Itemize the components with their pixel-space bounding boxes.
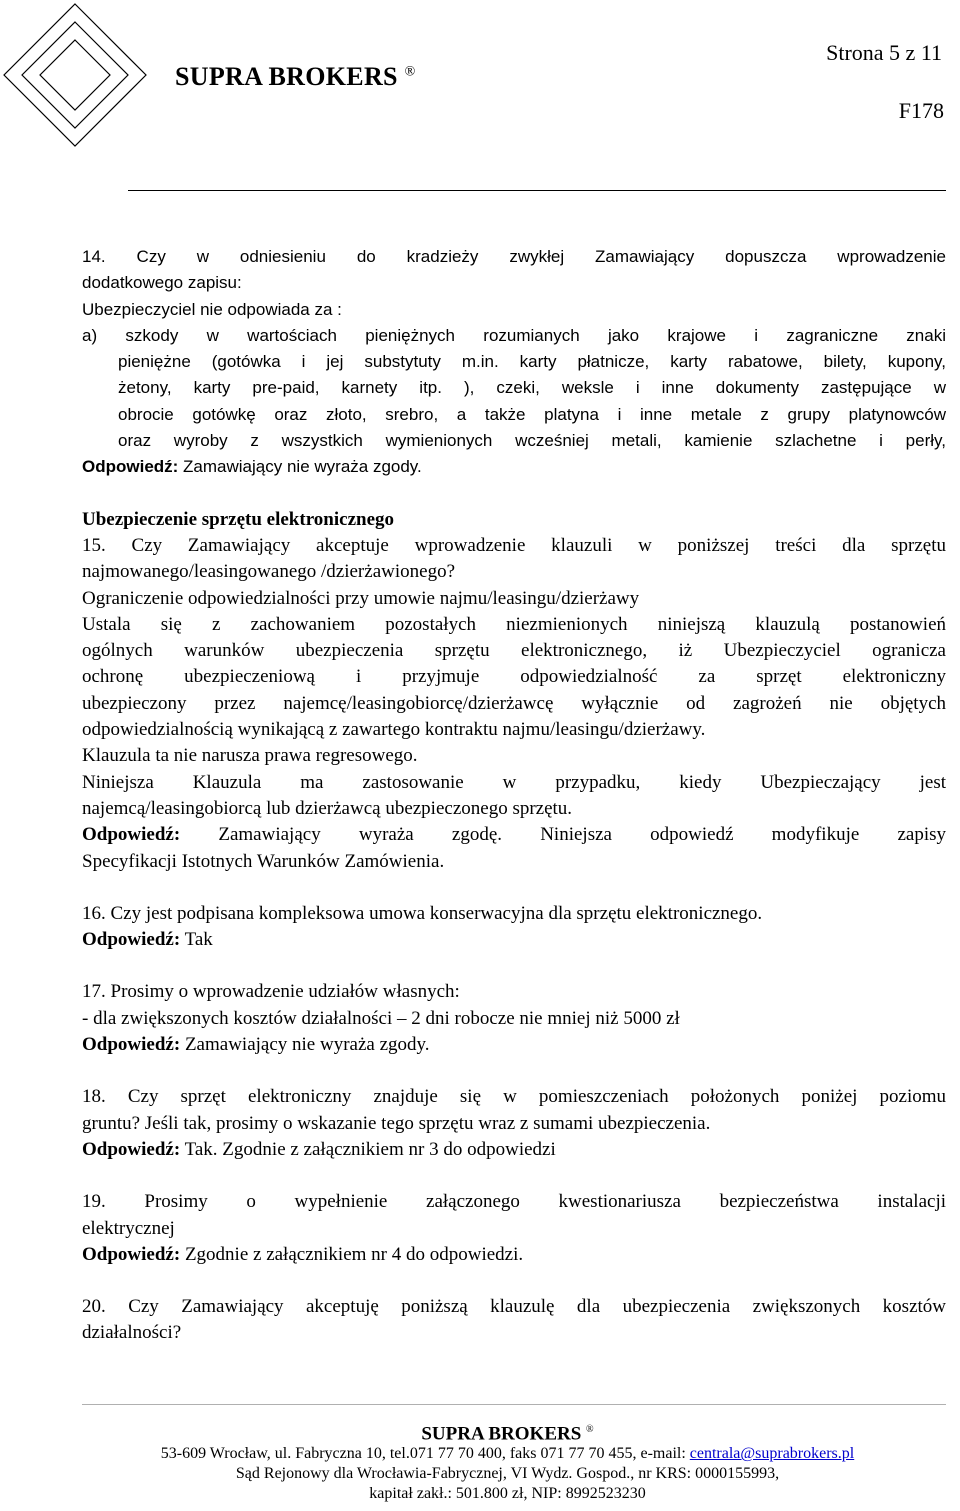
q14-line: a) szkody w wartościach pieniężnych rozumianych jako krajowe i zagraniczne znaki: [82, 325, 946, 345]
q15-line: 15. Czy Zamawiający akceptuje wprowadzenie klauzuli w poniższej treści dla sprzętu: [82, 534, 946, 556]
answer-label: Odpowiedź:: [82, 929, 181, 951]
clause-line: najemcą/leasingobiorcą lub dzierżawcą ubezpieczonego sprzętu.: [82, 797, 573, 819]
footer-capital: kapitał zakł.: 501.800 zł, NIP: 8992523230: [369, 1485, 646, 1503]
footer-brand: [0, 1420, 960, 1444]
answer-label: Odpowiedź:: [82, 1138, 181, 1160]
q17-answer: [82, 1032, 946, 1058]
q14-line: pieniężne (gotówka i jej substytuty m.in. karty płatnicze, karty rabatowe, bilety, kupony,: [118, 352, 946, 372]
q14-line: Ubezpieczyciel nie odpowiada za :: [82, 299, 342, 319]
q20-line: 20. Czy Zamawiający akceptuję poniższą klauzulę dla ubezpieczenia zwiększonych kosztów: [82, 1296, 946, 1318]
clause-title: Ograniczenie odpowiedzialności przy umowie najmu/leasingu/dzierżawy: [82, 587, 640, 609]
clause-line: Ustala się z zachowaniem pozostałych niezmienionych niniejszą klauzulą postanowień: [82, 613, 946, 635]
clause-line: odpowiedzialnością wynikającą z zawartego kontraktu najmu/leasingu/dzierżawy.: [82, 719, 706, 741]
question-17: [82, 979, 946, 1058]
q17-line: - dla zwiększonych kosztów działalności – 2 dni robocze nie mniej niż 5000 zł: [82, 1007, 680, 1029]
clause-line: ubezpieczony przez najemcę/leasingobiorcę/dzierżawcę wyłącznie od zagrożeń nie objętych: [82, 692, 946, 714]
q15-line: najmowanego/leasingowanego /dzierżawionego?: [82, 561, 455, 583]
q14-line: żetony, karty pre-paid, karnety itp. ), czeki, weksle i inne dokumenty zastępujące w: [118, 378, 946, 398]
q18-line: 18. Czy sprzęt elektroniczny znajduje się w pomieszczeniach położonych poniżej poziomu: [82, 1086, 946, 1108]
clause-line: ochronę ubezpieczeniową i przyjmuje odpowiedzialność za sprzęt elektroniczny: [82, 666, 946, 688]
question-20: [82, 1294, 946, 1347]
q18-line: gruntu? Jeśli tak, prosimy o wskazanie tego sprzętu wraz z sumami ubezpieczenia.: [82, 1112, 711, 1134]
answer-label: Odpowiedź:: [82, 1243, 181, 1265]
q19-line: 19. Prosimy o wypełnienie załączonego kwestionariusza bezpieczeństwa instalacji: [82, 1191, 946, 1213]
answer-label: Odpowiedź:: [82, 824, 181, 846]
q16-answer: [82, 927, 946, 953]
q16-line: 16. Czy jest podpisana kompleksowa umowa konserwacyjna dla sprzętu elektronicznego.: [82, 902, 763, 924]
question-15: [82, 533, 946, 875]
answer-text: Zamawiający nie wyraża zgody.: [178, 457, 422, 477]
question-18: [82, 1084, 946, 1163]
answer-label: Odpowiedź:: [82, 457, 179, 477]
answer-text: Tak: [180, 929, 213, 951]
question-19: [82, 1189, 946, 1268]
header-brand: [175, 62, 416, 92]
footer-address: [0, 1444, 960, 1464]
q14-line: oraz wyroby z wszystkich wymienionych wcześniej metali, kamienie szlachetne i perły,: [118, 431, 946, 451]
brand-name: SUPRA BROKERS: [175, 62, 398, 91]
q14-line: dodatkowego zapisu:: [82, 273, 242, 293]
answer-text: Zgodnie z załącznikiem nr 4 do odpowiedzi.: [180, 1243, 524, 1265]
page-number: Strona 5 z 11: [826, 40, 942, 65]
answer-text: Zamawiający nie wyraża zgody.: [180, 1034, 430, 1056]
footer-court: Sąd Rejonowy dla Wrocławia-Fabrycznej, VI Wydz. Gospod., nr KRS: 0000155993,: [235, 1465, 780, 1483]
footer-brand-name: SUPRA BROKERS: [421, 1423, 582, 1445]
section-title: Ubezpieczenie sprzętu elektronicznego: [82, 508, 395, 530]
q20-line: działalności?: [82, 1322, 182, 1344]
q14-line: obrocie gotówkę oraz złoto, srebro, a także platyna i inne metale z grupy platynowców: [118, 404, 946, 424]
document-code: F178: [898, 98, 944, 123]
answer-text: Tak. Zgodnie z załącznikiem nr 3 do odpowiedzi: [180, 1138, 556, 1160]
q14-answer: [82, 454, 946, 480]
footer-divider: [82, 1404, 946, 1405]
q17-line: 17. Prosimy o wprowadzenie udziałów własnych:: [82, 981, 460, 1003]
q19-answer: [82, 1242, 946, 1268]
answer-label: Odpowiedź:: [82, 1034, 181, 1056]
q14-line: 14. Czy w odniesieniu do kradzieży zwykłej Zamawiający dopuszcza wprowadzenie: [82, 247, 946, 266]
footer-registered-mark: ®: [586, 1424, 594, 1435]
answer-text: Zamawiający wyraża zgodę. Niniejsza odpowiedź modyfikuje zapisy: [180, 824, 946, 846]
clause-line: Niniejsza Klauzula ma zastosowanie w przypadku, kiedy Ubezpieczający jest: [82, 771, 946, 793]
q15-answer-cont: Specyfikacji Istotnych Warunków Zamówienia.: [82, 850, 445, 872]
q19-line: elektrycznej: [82, 1217, 175, 1239]
footer-email-link[interactable]: centrala@suprabrokers.pl: [689, 1445, 855, 1463]
question-16: [82, 901, 946, 954]
company-logo-icon: [0, 0, 150, 150]
footer-address-text: 53-609 Wrocław, ul. Fabryczna 10, tel.071 77 70 400, faks 071 77 70 455, e-mail:: [160, 1445, 690, 1463]
q15-answer: [82, 822, 946, 848]
registered-mark: ®: [404, 64, 416, 80]
header-divider: [128, 190, 946, 191]
q18-answer: [82, 1137, 946, 1163]
clause-line: ogólnych warunków ubezpieczenia sprzętu elektronicznego, iż Ubezpieczyciel ogranicza: [82, 640, 946, 662]
clause-line: Klauzula ta nie narusza prawa regresowego.: [82, 745, 418, 767]
document-body: [82, 244, 946, 1347]
page-footer: [0, 1420, 960, 1504]
question-14: [82, 244, 946, 481]
